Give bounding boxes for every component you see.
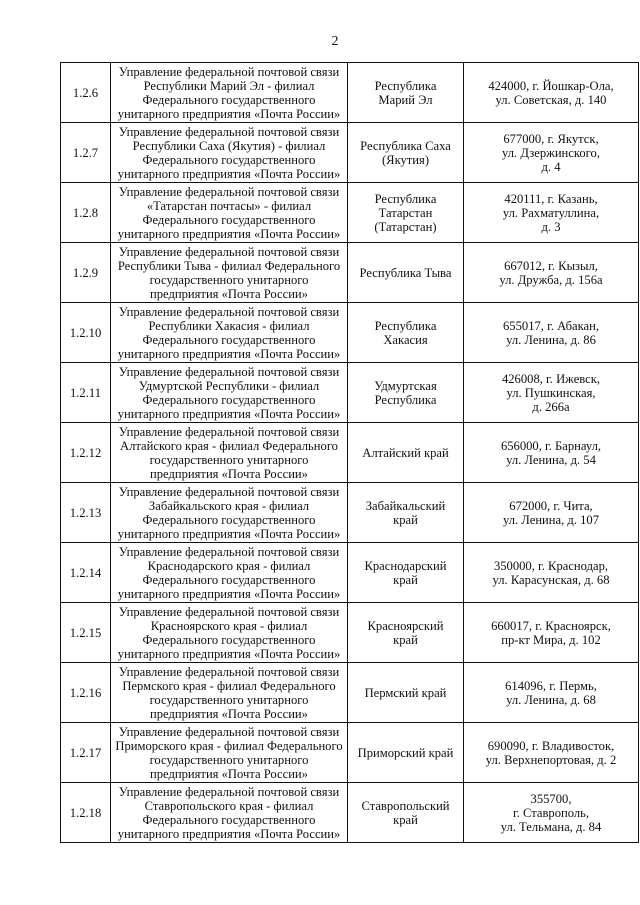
region-name-line: (Татарстан) xyxy=(374,219,437,234)
postal-address-line: 690090, г. Владивосток, xyxy=(487,738,615,753)
region-name-line: Удмуртская xyxy=(374,378,437,393)
postal-address-cell xyxy=(464,663,639,723)
region-name-line: Республика xyxy=(374,392,437,407)
organization-name-line: Федерального государственного xyxy=(142,332,316,347)
organization-name-cell xyxy=(111,483,348,543)
postal-address-line: ул. Тельмана, д. 84 xyxy=(500,819,602,834)
postal-address-cell xyxy=(464,783,639,843)
postal-address-cell xyxy=(464,303,639,363)
postal-address-line: ул. Карасунская, д. 68 xyxy=(492,572,610,587)
organization-name-line: унитарного предприятия «Почта России» xyxy=(117,586,341,601)
region-name-line: край xyxy=(393,572,418,587)
region-name-line: край xyxy=(393,512,418,527)
organization-name-line: Забайкальского края - филиал xyxy=(148,498,310,513)
region-name-cell xyxy=(348,603,464,663)
region-name-cell xyxy=(348,483,464,543)
region-name-line: Краснодарский xyxy=(364,558,447,573)
postal-address-cell xyxy=(464,603,639,663)
organization-name-line: унитарного предприятия «Почта России» xyxy=(117,406,341,421)
organization-name-line: Управление федеральной почтовой связи xyxy=(118,784,340,799)
table-row xyxy=(61,783,639,843)
table-row xyxy=(61,663,639,723)
table-row xyxy=(61,423,639,483)
organization-name-line: Управление федеральной почтовой связи xyxy=(118,124,340,139)
row-number: 1.2.16 xyxy=(61,663,111,723)
postal-address-line: д. 266а xyxy=(532,399,570,414)
postal-address-cell xyxy=(464,543,639,603)
postal-address-cell xyxy=(464,483,639,543)
organization-name-line: Федерального государственного xyxy=(142,392,316,407)
organization-name-line: государственного унитарного xyxy=(149,692,309,707)
organization-name-line: Федерального государственного xyxy=(142,152,316,167)
organization-name-line: унитарного предприятия «Почта России» xyxy=(117,166,341,181)
postal-address-line: ул. Рахматуллина, xyxy=(502,205,600,220)
postal-address-line: 614096, г. Пермь, xyxy=(505,678,597,693)
postal-address-cell xyxy=(464,423,639,483)
region-name-cell xyxy=(348,783,464,843)
region-name-cell xyxy=(348,183,464,243)
organization-name-line: Пермского края - филиал Федерального xyxy=(122,678,336,693)
row-number: 1.2.12 xyxy=(61,423,111,483)
region-name-line: край xyxy=(393,632,418,647)
organization-name-line: Управление федеральной почтовой связи xyxy=(118,484,340,499)
organization-name-cell xyxy=(111,183,348,243)
region-name-line: край xyxy=(393,812,418,827)
branches-table xyxy=(60,62,639,843)
postal-address-line: 350000, г. Краснодар, xyxy=(493,558,609,573)
organization-name-line: Управление федеральной почтовой связи xyxy=(118,544,340,559)
organization-name-line: Удмуртской Республики - филиал xyxy=(138,378,320,393)
postal-address-line: пр-кт Мира, д. 102 xyxy=(501,632,601,647)
row-number: 1.2.6 xyxy=(61,63,111,123)
region-name-line: Алтайский край xyxy=(362,445,449,460)
region-name-cell xyxy=(348,123,464,183)
region-name-cell xyxy=(348,63,464,123)
organization-name-line: «Татарстан почтасы» - филиал xyxy=(146,198,312,213)
row-number: 1.2.15 xyxy=(61,603,111,663)
postal-address-line: г. Ставрополь, xyxy=(512,805,590,820)
organization-name-line: унитарного предприятия «Почта России» xyxy=(117,226,341,241)
organization-name-line: Федерального государственного xyxy=(142,92,316,107)
postal-address-line: 424000, г. Йошкар-Ола, xyxy=(488,78,614,93)
region-name-line: Республика xyxy=(374,78,437,93)
postal-address-line: 355700, xyxy=(530,791,572,806)
postal-address-line: ул. Ленина, д. 107 xyxy=(502,512,600,527)
organization-name-line: Управление федеральной почтовой связи xyxy=(118,364,340,379)
organization-name-line: предприятия «Почта России» xyxy=(150,766,308,781)
organization-name-line: Управление федеральной почтовой связи xyxy=(118,244,340,259)
organization-name-line: государственного унитарного xyxy=(149,272,309,287)
region-name-line: Красноярский xyxy=(367,618,444,633)
region-name-line: Хакасия xyxy=(383,332,428,347)
organization-name-cell xyxy=(111,783,348,843)
region-name-cell xyxy=(348,243,464,303)
organization-name-line: Федерального государственного xyxy=(142,512,316,527)
organization-name-cell xyxy=(111,663,348,723)
organization-name-line: предприятия «Почта России» xyxy=(150,706,308,721)
table-row xyxy=(61,483,639,543)
table-row xyxy=(61,63,639,123)
row-number: 1.2.9 xyxy=(61,243,111,303)
postal-address-line: ул. Советская, д. 140 xyxy=(495,92,607,107)
table-row xyxy=(61,183,639,243)
row-number: 1.2.8 xyxy=(61,183,111,243)
organization-name-line: Управление федеральной почтовой связи xyxy=(118,184,340,199)
region-name-cell xyxy=(348,423,464,483)
postal-address-line: ул. Дзержинского, xyxy=(502,145,600,160)
row-number: 1.2.17 xyxy=(61,723,111,783)
region-name-line: Республика xyxy=(374,191,437,206)
region-name-line: (Якутия) xyxy=(381,152,430,167)
organization-name-line: унитарного предприятия «Почта России» xyxy=(117,826,341,841)
organization-name-line: Федерального государственного xyxy=(142,632,316,647)
organization-name-line: Федерального государственного xyxy=(142,812,316,827)
postal-address-cell xyxy=(464,363,639,423)
postal-address-line: ул. Верхнепортовая, д. 2 xyxy=(485,752,617,767)
organization-name-cell xyxy=(111,603,348,663)
row-number: 1.2.10 xyxy=(61,303,111,363)
organization-name-line: Республики Хакасия - филиал xyxy=(148,318,310,333)
organization-name-line: унитарного предприятия «Почта России» xyxy=(117,106,341,121)
region-name-cell xyxy=(348,723,464,783)
row-number: 1.2.11 xyxy=(61,363,111,423)
postal-address-line: д. 3 xyxy=(541,219,561,234)
postal-address-line: 672000, г. Чита, xyxy=(509,498,593,513)
postal-address-line: ул. Дружба, д. 156а xyxy=(499,272,603,287)
organization-name-line: Федерального государственного xyxy=(142,572,316,587)
region-name-cell xyxy=(348,303,464,363)
region-name-cell xyxy=(348,543,464,603)
organization-name-line: Красноярского края - филиал xyxy=(150,618,308,633)
table-row xyxy=(61,123,639,183)
organization-name-line: Управление федеральной почтовой связи xyxy=(118,724,340,739)
organization-name-line: унитарного предприятия «Почта России» xyxy=(117,646,341,661)
table-row xyxy=(61,723,639,783)
postal-address-line: ул. Ленина, д. 68 xyxy=(506,692,596,707)
row-number: 1.2.13 xyxy=(61,483,111,543)
postal-address-line: 420111, г. Казань, xyxy=(504,191,598,206)
postal-address-line: 426008, г. Ижевск, xyxy=(501,371,601,386)
organization-name-cell xyxy=(111,423,348,483)
organization-name-line: Управление федеральной почтовой связи xyxy=(118,604,340,619)
postal-address-line: ул. Ленина, д. 54 xyxy=(506,452,596,467)
region-name-line: Марий Эл xyxy=(378,92,433,107)
region-name-cell xyxy=(348,363,464,423)
table-row xyxy=(61,303,639,363)
region-name-line: Пермский край xyxy=(364,685,447,700)
row-number: 1.2.14 xyxy=(61,543,111,603)
postal-address-line: ул. Ленина, д. 86 xyxy=(506,332,596,347)
organization-name-line: государственного унитарного xyxy=(149,452,309,467)
organization-name-cell xyxy=(111,303,348,363)
organization-name-line: Управление федеральной почтовой связи xyxy=(118,64,340,79)
organization-name-line: Приморского края - филиал Федерального xyxy=(115,738,343,753)
organization-name-cell xyxy=(111,723,348,783)
organization-name-cell xyxy=(111,543,348,603)
region-name-line: Республика Тыва xyxy=(359,265,452,280)
organization-name-line: Управление федеральной почтовой связи xyxy=(118,664,340,679)
postal-address-line: 667012, г. Кызыл, xyxy=(504,258,598,273)
organization-name-line: Алтайского края - филиал Федерального xyxy=(120,438,338,453)
postal-address-line: д. 4 xyxy=(541,159,561,174)
table-row xyxy=(61,363,639,423)
region-name-line: Республика xyxy=(374,318,437,333)
postal-address-line: 660017, г. Красноярск, xyxy=(491,618,611,633)
table-row xyxy=(61,603,639,663)
organization-name-line: Управление федеральной почтовой связи xyxy=(118,304,340,319)
postal-address-line: 656000, г. Барнаул, xyxy=(500,438,602,453)
postal-address-cell xyxy=(464,243,639,303)
table-body xyxy=(61,63,639,843)
organization-name-cell xyxy=(111,63,348,123)
organization-name-line: Управление федеральной почтовой связи xyxy=(118,424,340,439)
page-number: 2 xyxy=(331,34,339,49)
row-number: 1.2.18 xyxy=(61,783,111,843)
organization-name-cell xyxy=(111,123,348,183)
region-name-line: Забайкальский xyxy=(365,498,446,513)
organization-name-line: предприятия «Почта России» xyxy=(150,466,308,481)
postal-address-line: 655017, г. Абакан, xyxy=(503,318,599,333)
organization-name-line: Республики Саха (Якутия) - филиал xyxy=(132,138,326,153)
region-name-line: Приморский край xyxy=(357,745,454,760)
postal-address-line: 677000, г. Якутск, xyxy=(503,131,599,146)
organization-name-line: Республики Марий Эл - филиал xyxy=(143,78,315,93)
postal-address-line: ул. Пушкинская, xyxy=(506,385,596,400)
region-name-line: Ставропольский xyxy=(361,798,450,813)
postal-address-cell xyxy=(464,63,639,123)
postal-address-cell xyxy=(464,123,639,183)
table-row xyxy=(61,243,639,303)
region-name-line: Татарстан xyxy=(378,205,433,220)
organization-name-line: унитарного предприятия «Почта России» xyxy=(117,526,341,541)
organization-name-cell xyxy=(111,243,348,303)
organization-name-cell xyxy=(111,363,348,423)
organization-name-line: Федерального государственного xyxy=(142,212,316,227)
region-name-line: Республика Саха xyxy=(360,138,451,153)
organization-name-line: предприятия «Почта России» xyxy=(150,286,308,301)
organization-name-line: государственного унитарного xyxy=(149,752,309,767)
row-number: 1.2.7 xyxy=(61,123,111,183)
region-name-cell xyxy=(348,663,464,723)
postal-address-cell xyxy=(464,723,639,783)
organization-name-line: Ставропольского края - филиал xyxy=(144,798,314,813)
table-row xyxy=(61,543,639,603)
postal-address-cell xyxy=(464,183,639,243)
organization-name-line: Краснодарского края - филиал xyxy=(147,558,311,573)
organization-name-line: Республики Тыва - филиал Федерального xyxy=(117,258,341,273)
organization-name-line: унитарного предприятия «Почта России» xyxy=(117,346,341,361)
